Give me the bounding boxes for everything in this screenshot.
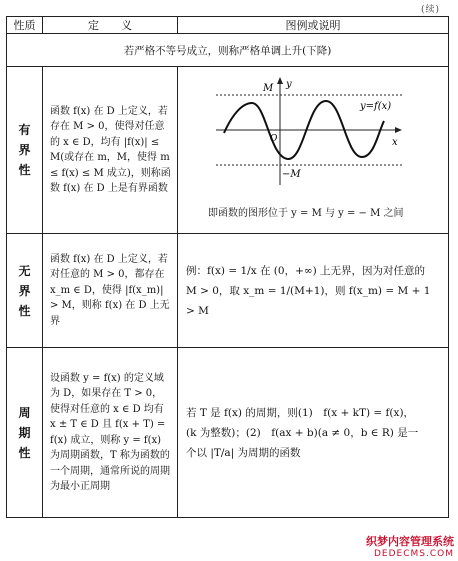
watermark bbox=[366, 533, 454, 559]
label-neg-M: −M bbox=[282, 169, 301, 180]
property-name-bounded: 有 界 性 bbox=[7, 67, 43, 234]
example-line-1: 例：f(x) = 1/x 在 (0，+∞) 上无界，因为对任意的 bbox=[186, 264, 426, 277]
continued-mark: (续) bbox=[420, 5, 440, 15]
label-M: M bbox=[263, 83, 274, 94]
header-illustration: 图例或说明 bbox=[178, 17, 449, 34]
label-origin: O bbox=[270, 134, 278, 144]
monotonic-note: 若严格不等号成立，则称严格单调上升(下降) bbox=[7, 34, 449, 67]
explanation-line-1: 若 T 是 f(x) 的周期，则(1) f(x + kT) = f(x)， bbox=[186, 406, 415, 419]
bounded-function-graph bbox=[208, 73, 408, 193]
label-x: x bbox=[392, 137, 398, 148]
table-header-row bbox=[7, 17, 449, 34]
example-unbounded bbox=[178, 234, 449, 348]
definition-periodic: 设函数 y = f(x) 的定义域为 D，如果存在 T > 0，使得对任意的 x ∈ D 均有 x ± T ∈ D 且 f(x + T) = f(x) 成立，则称 y = f(x) 为周期函数，T 称为函数的一个周期，通常所说的周期为最小正周期 bbox=[43, 348, 178, 518]
label-curve: y=f(x) bbox=[360, 101, 392, 112]
x-axis-arrow bbox=[395, 127, 402, 133]
explanation-line-2: (k 为整数)；(2) f(ax + b)(a ≠ 0，b ∈ R) 是一 bbox=[186, 426, 419, 439]
definition-unbounded: 函数 f(x) 在 D 上定义，若对任意的 M > 0，都存在 x_m ∈ D，使得 |f(x_m)| > M，则称 f(x) 在 D 上无界 bbox=[43, 234, 178, 348]
monotonic-note-row bbox=[7, 34, 449, 67]
example-line-2: M > 0，取 x_m = 1/(M+1)，则 f(x_m) = M + 1 > M bbox=[186, 284, 431, 317]
bounded-caption: 即函数的图形位于 y = M 与 y = − M 之间 bbox=[208, 208, 404, 219]
explanation-periodic bbox=[178, 348, 449, 518]
watermark-url: DEDECMS.COM bbox=[374, 549, 454, 559]
explanation-line-3: 个以 |T/a| 为周期的函数 bbox=[186, 446, 301, 459]
function-properties-table bbox=[6, 16, 449, 518]
header-definition: 定 义 bbox=[43, 17, 178, 34]
illustration-bounded bbox=[178, 67, 449, 234]
table-row-periodic bbox=[7, 348, 449, 518]
table-row-bounded bbox=[7, 67, 449, 234]
table-row-unbounded bbox=[7, 234, 449, 348]
watermark-title: 织梦内容管理系统 bbox=[366, 535, 454, 548]
y-axis-arrow bbox=[277, 77, 283, 84]
property-name-unbounded: 无 界 性 bbox=[7, 234, 43, 348]
label-y: y bbox=[286, 79, 292, 90]
header-property: 性质 bbox=[7, 17, 43, 34]
property-name-periodic: 周 期 性 bbox=[7, 348, 43, 518]
definition-bounded: 函数 f(x) 在 D 上定义，若存在 M > 0，使得对任意的 x ∈ D，均有 |f(x)| ≤ M(或存在 m，M，使得 m ≤ f(x) ≤ M 成立)，则称函数 f(x) 在 D 上是有界函数 bbox=[43, 67, 178, 234]
